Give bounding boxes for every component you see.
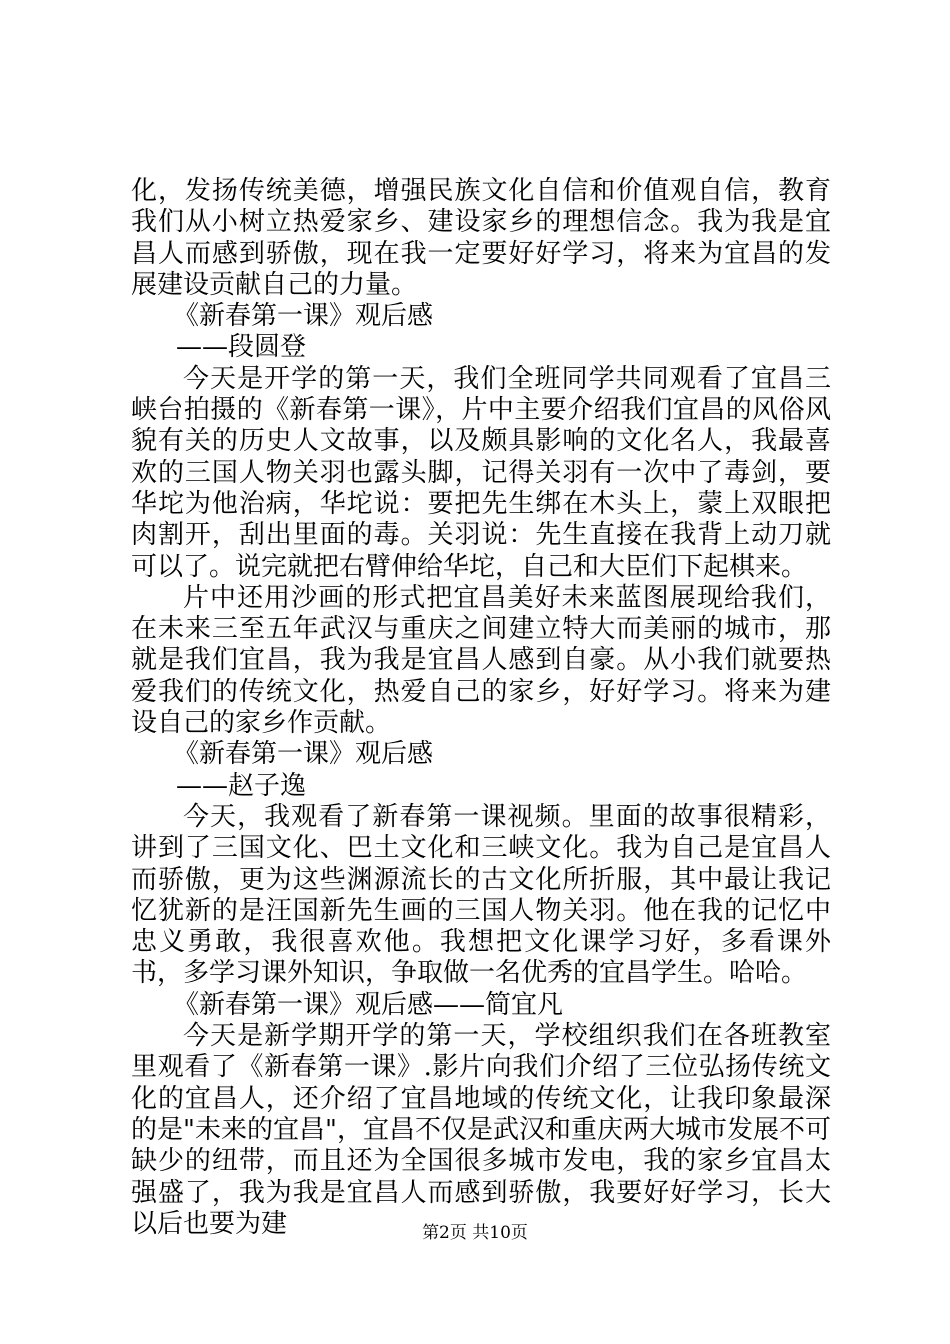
essay-author-2: ——赵子逸: [176, 770, 307, 801]
essay-author-1: ——段圆登: [176, 332, 307, 363]
page-number-label: 第2页 共10页: [422, 1223, 528, 1243]
essay-title-2: 《新春第一课》观后感: [173, 739, 434, 770]
essay-title-3: 《新春第一课》观后感——简宜凡: [173, 989, 564, 1020]
essay-1-paragraph-1: 今天是开学的第一天，我们全班同学共同观看了宜昌三峡台拍摄的《新春第一课》，片中主要介绍我们宜昌的风俗风貌有关的历史人文故事，以及颇具影响的文化名人，我最喜欢的三国人物关羽也露头脚，记得关羽有一次中了毒剑，要华坨为他治病，华坨说：要把先生绑在木头上，蒙上双眼把肉割开，刮出里面的毒。关羽说：先生直接在我背上动刀就可以了。说完就把右臂伸给华坨，自己和大臣们下起棋来。: [131, 363, 831, 582]
essay-2-paragraph-1: 今天，我观看了新春第一课视频。里面的故事很精彩，讲到了三国文化、巴土文化和三峡文化。我为自己是宜昌人而骄傲，更为这些渊源流长的古文化所折服，其中最让我记忆犹新的是汪国新先生画的三国人物关羽。他在我的记忆中忠义勇敢，我很喜欢他。我想把文化课学习好，多看课外书，多学习课外知识，争取做一名优秀的宜昌学生。哈哈。: [131, 801, 831, 989]
essay-3-paragraph-1: 今天是新学期开学的第一天，学校组织我们在各班教室里观看了《新春第一课》.影片向我们介绍了三位弘扬传统文化的宜昌人，还介绍了宜昌地域的传统文化，让我印象最深的是"未来的宜昌"，宜昌不仅是武汉和重庆两大城市发展不可缺少的纽带，而且还为全国很多城市发电，我的家乡宜昌太强盛了，我为我是宜昌人而感到骄傲，我要好好学习，长大以后也要为建: [131, 1021, 831, 1239]
document-body: [131, 176, 831, 1240]
essay-title-1: 《新春第一课》观后感: [173, 301, 434, 332]
paragraph-continuation: 化，发扬传统美德，增强民族文化自信和价值观自信，教育我们从小树立热爱家乡、建设家乡的理想信念。我为我是宜昌人而感到骄傲，现在我一定要好好学习，将来为宜昌的发展建设贡献自己的力量。: [131, 176, 831, 300]
essay-1-paragraph-2: 片中还用沙画的形式把宜昌美好未来蓝图展现给我们，在未来三至五年武汉与重庆之间建立特大而美丽的城市，那就是我们宜昌，我为我是宜昌人感到自豪。从小我们就要热爱我们的传统文化，热爱自己的家乡，好好学习。将来为建设自己的家乡作贡献。: [131, 582, 831, 739]
page-footer: [0, 1218, 950, 1243]
